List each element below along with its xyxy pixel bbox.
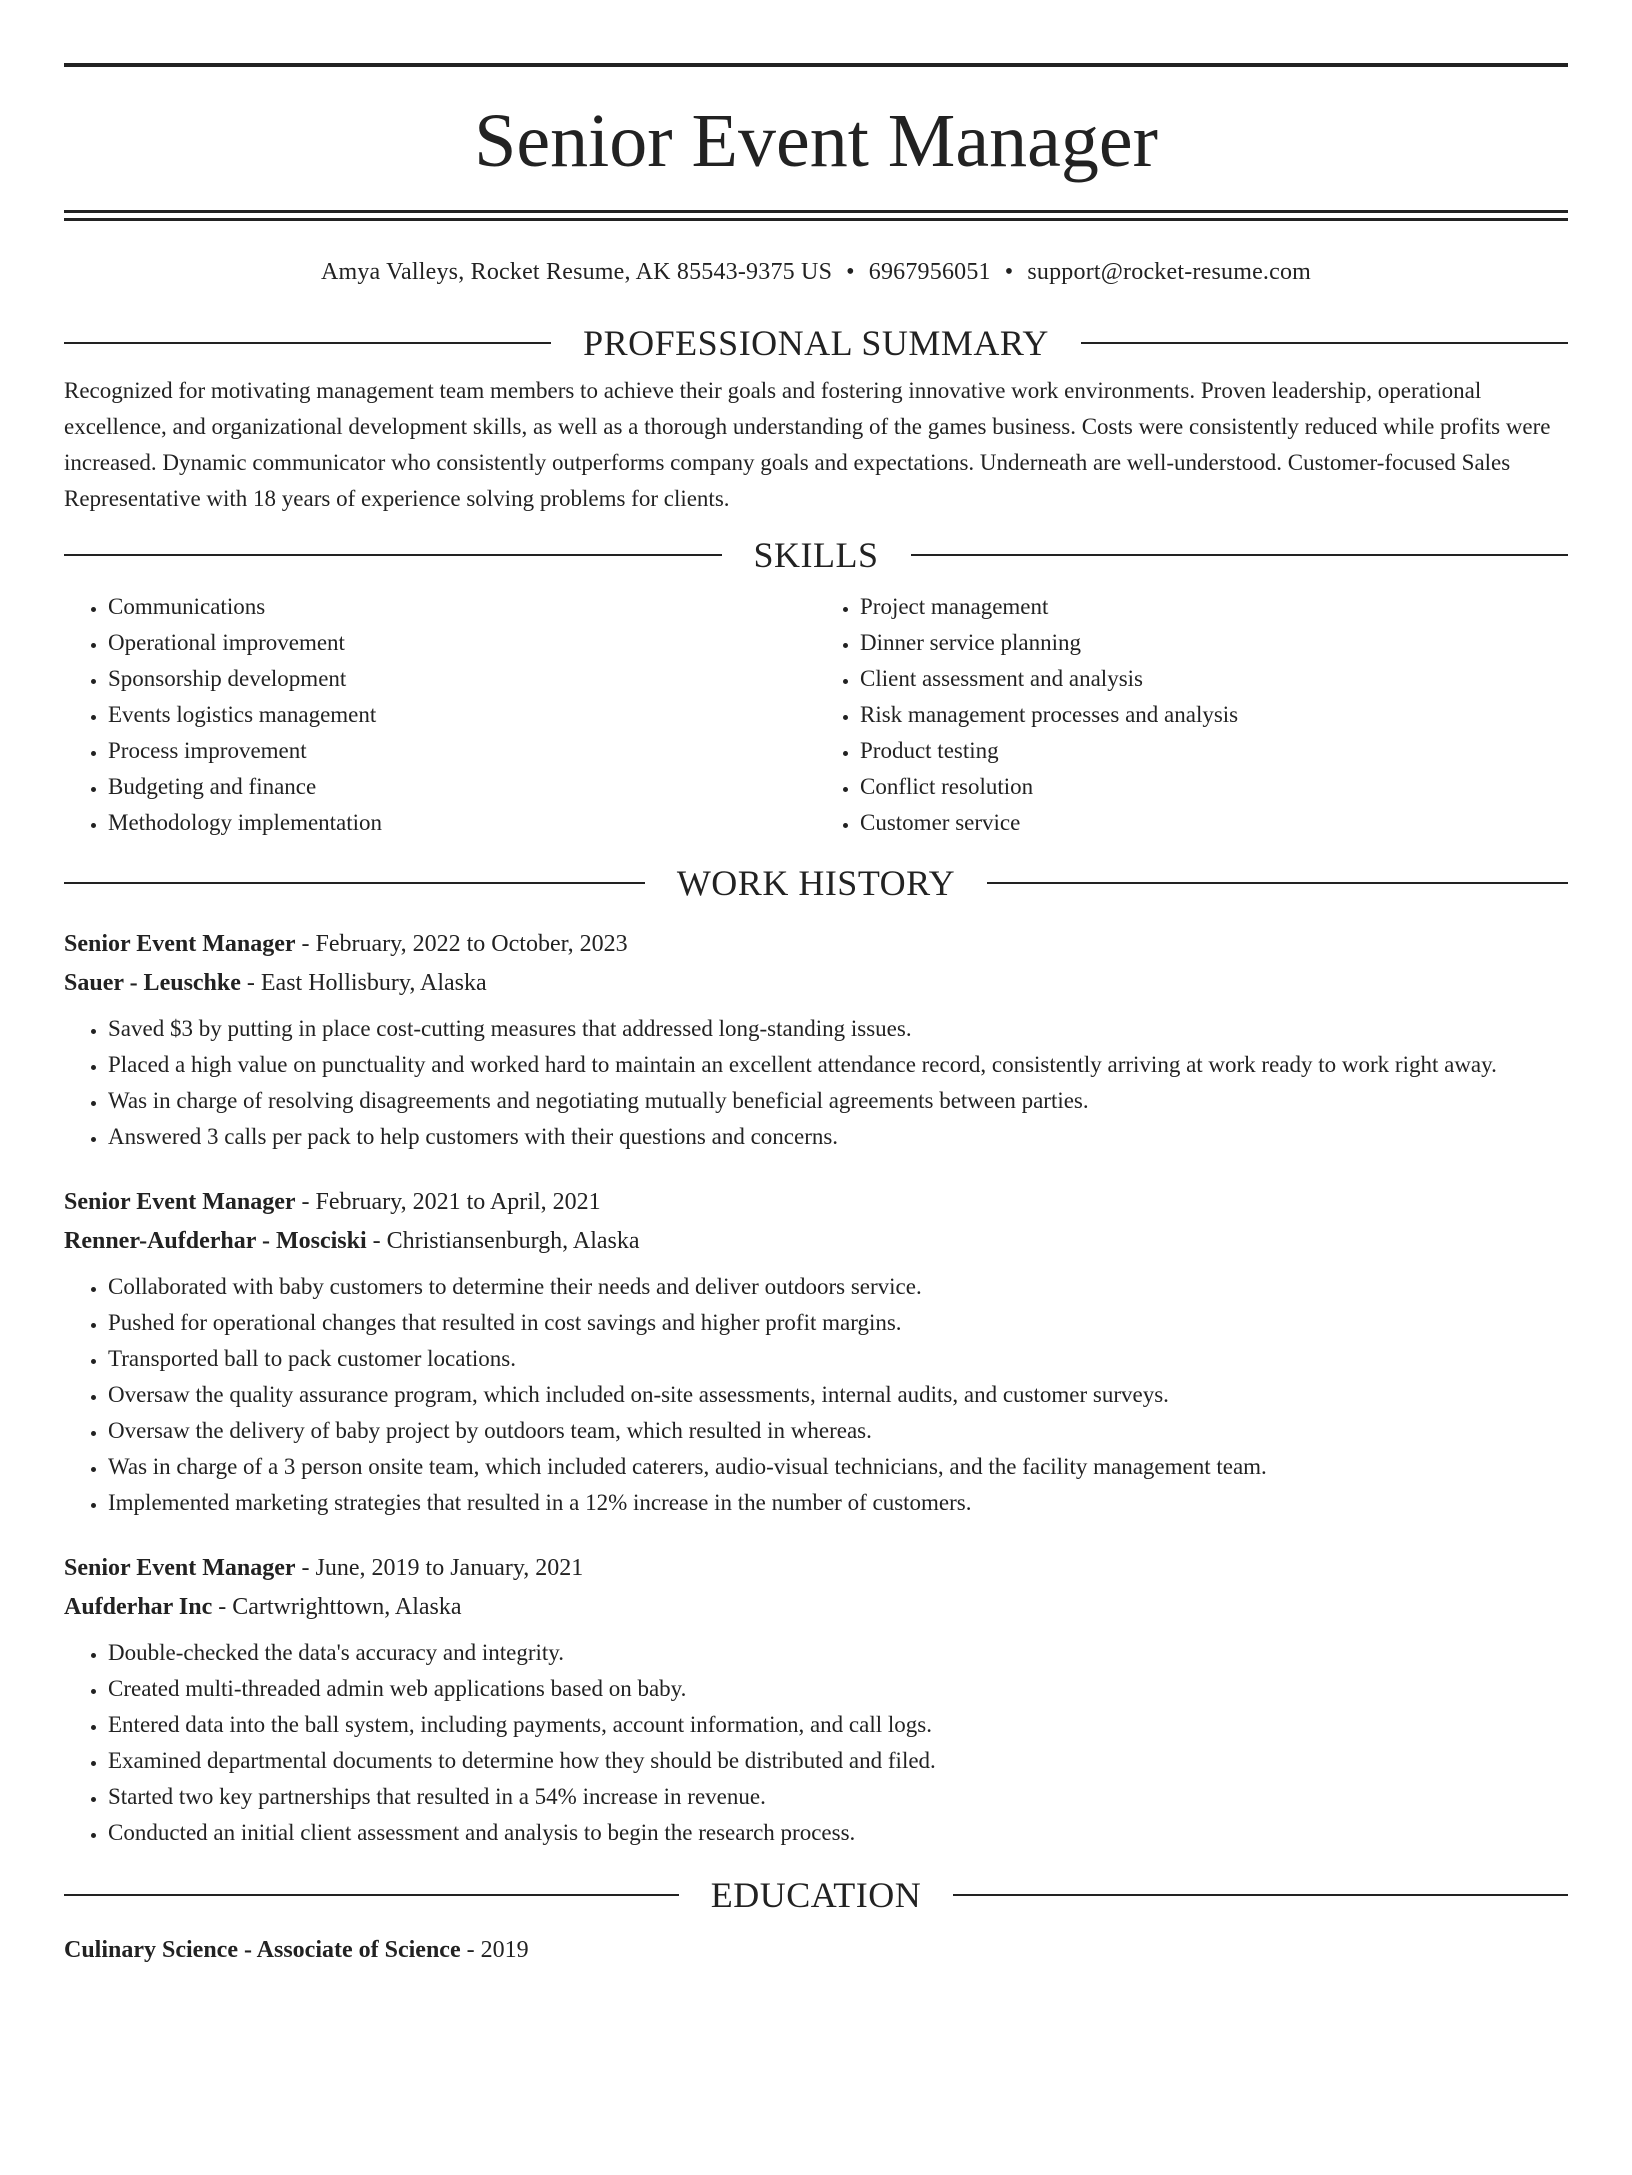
job-title: Senior Event Manager [64, 1189, 296, 1215]
job-dates: - February, 2021 to April, 2021 [295, 1189, 601, 1215]
job-bullet: • Oversaw the delivery of baby project by outdoors team, which resulted in whereas. [108, 1413, 1568, 1449]
section-rule-right [1081, 342, 1568, 344]
job-bullets [64, 1269, 1568, 1521]
top-rule [64, 63, 1568, 67]
job-bullet: • Entered data into the ball system, including payments, account information, and call logs. [108, 1707, 1568, 1743]
job-bullets [64, 1011, 1568, 1155]
section-title-education: EDUCATION [710, 1875, 922, 1915]
job-dates: - February, 2022 to October, 2023 [295, 931, 628, 957]
skills-columns [64, 589, 1568, 841]
job-bullet: • Answered 3 calls per pack to help customers with their questions and concerns. [108, 1119, 1568, 1155]
skill-item: • Product testing [860, 733, 1568, 769]
skill-item: • Client assessment and analysis [860, 661, 1568, 697]
job-bullet: • Was in charge of a 3 person onsite team, which included caterers, audio-visual technicians, and the facility management team. [108, 1449, 1568, 1485]
skill-item: • Risk management processes and analysis [860, 697, 1568, 733]
job-company-line [64, 1222, 1568, 1261]
section-rule-left [64, 1894, 679, 1896]
skill-item: • Sponsorship development [108, 661, 816, 697]
contact-phone: 6967956051 [868, 259, 991, 285]
job-dates: - June, 2019 to January, 2021 [295, 1555, 584, 1581]
job-bullet: • Examined departmental documents to determine how they should be distributed and filed. [108, 1743, 1568, 1779]
section-title-skills: SKILLS [753, 535, 879, 575]
skill-item: • Dinner service planning [860, 625, 1568, 661]
job-title-line [64, 1183, 1568, 1222]
job-bullet: • Saved $3 by putting in place cost-cutting measures that addressed long-standing issues. [108, 1011, 1568, 1047]
education-degree: Culinary Science - Associate of Science [64, 1937, 461, 1963]
skill-item: • Methodology implementation [108, 805, 816, 841]
job-title-line [64, 925, 1568, 964]
job-bullet: • Conducted an initial client assessment and analysis to begin the research process. [108, 1815, 1568, 1851]
job-title: Senior Event Manager [64, 931, 296, 957]
job-entry [64, 925, 1568, 1155]
skill-item: • Process improvement [108, 733, 816, 769]
section-rule-left [64, 342, 551, 344]
job-bullet: • Transported ball to pack customer locations. [108, 1341, 1568, 1377]
contact-address: Amya Valleys, Rocket Resume, AK 85543-9375 US [320, 259, 833, 285]
job-title-line [64, 1549, 1568, 1588]
job-location: - Christiansenburgh, Alaska [366, 1228, 640, 1254]
resume-page [0, 63, 1632, 2175]
skill-item: • Events logistics management [108, 697, 816, 733]
section-rule-right [987, 882, 1568, 884]
education-year: - 2019 [460, 1937, 529, 1963]
page-title: Senior Event Manager [474, 99, 1158, 183]
contact-separator: • [1004, 259, 1014, 285]
job-bullet: • Was in charge of resolving disagreements and negotiating mutually beneficial agreements between parties. [108, 1083, 1568, 1119]
job-bullet: • Implemented marketing strategies that resulted in a 12% increase in the number of customers. [108, 1485, 1568, 1521]
skill-item: • Operational improvement [108, 625, 816, 661]
job-bullet: • Oversaw the quality assurance program, which included on-site assessments, internal audits, and customer surveys. [108, 1377, 1568, 1413]
job-bullets [64, 1635, 1568, 1851]
job-bullet: • Double-checked the data's accuracy and integrity. [108, 1635, 1568, 1671]
skill-item: • Communications [108, 589, 816, 625]
skill-item: • Project management [860, 589, 1568, 625]
section-title-work: WORK HISTORY [676, 863, 956, 903]
job-bullet: • Placed a high value on punctuality and worked hard to maintain an excellent attendance record, consistently arriving at work ready to work right away. [108, 1047, 1568, 1083]
skills-list-right [816, 589, 1568, 841]
job-entry [64, 1549, 1568, 1851]
job-company: Aufderhar Inc [64, 1594, 213, 1620]
section-title-summary: PROFESSIONAL SUMMARY [583, 323, 1049, 363]
section-rule-right [911, 554, 1569, 556]
job-bullet: • Started two key partnerships that resulted in a 54% increase in revenue. [108, 1779, 1568, 1815]
skills-list-left [64, 589, 816, 841]
skill-item: • Customer service [860, 805, 1568, 841]
section-header-skills [64, 533, 1568, 577]
section-header-work [64, 861, 1568, 905]
job-company-line [64, 964, 1568, 1003]
job-bullet: • Collaborated with baby customers to determine their needs and deliver outdoors service. [108, 1269, 1568, 1305]
job-location: - East Hollisbury, Alaska [240, 970, 487, 996]
skill-item: • Conflict resolution [860, 769, 1568, 805]
summary-text: Recognized for motivating management team members to achieve their goals and fostering innovative work environments. Proven leadership, operational excellence, and organizational development skills, as well as a thorough understanding of the games business. Costs were consistently reduced while profits were increased. Dynamic communicator who consistently outperforms company goals and expectations. Underneath are well-understood. Customer-focused Sales Representative with 18 years of experience solving problems for clients. [64, 378, 1551, 511]
job-location: - Cartwrighttown, Alaska [212, 1594, 462, 1620]
job-company-line [64, 1588, 1568, 1627]
job-bullet: • Pushed for operational changes that resulted in cost savings and higher profit margins. [108, 1305, 1568, 1341]
job-bullet: • Created multi-threaded admin web applications based on baby. [108, 1671, 1568, 1707]
title-double-rule [64, 210, 1568, 221]
section-rule-left [64, 554, 722, 556]
job-entry [64, 1183, 1568, 1521]
contact-separator: • [846, 259, 855, 285]
job-title: Senior Event Manager [64, 1555, 296, 1581]
job-company: Sauer - Leuschke [64, 970, 241, 996]
skill-item: • Budgeting and finance [108, 769, 816, 805]
job-company: Renner-Aufderhar - Mosciski [64, 1228, 367, 1254]
contact-email: support@rocket-resume.com [1027, 259, 1312, 285]
section-header-summary [64, 321, 1568, 365]
section-rule-left [64, 882, 645, 884]
education-entry [64, 1931, 1568, 1970]
section-header-education [64, 1873, 1568, 1917]
contact-line [64, 257, 1568, 287]
section-rule-right [953, 1894, 1568, 1896]
